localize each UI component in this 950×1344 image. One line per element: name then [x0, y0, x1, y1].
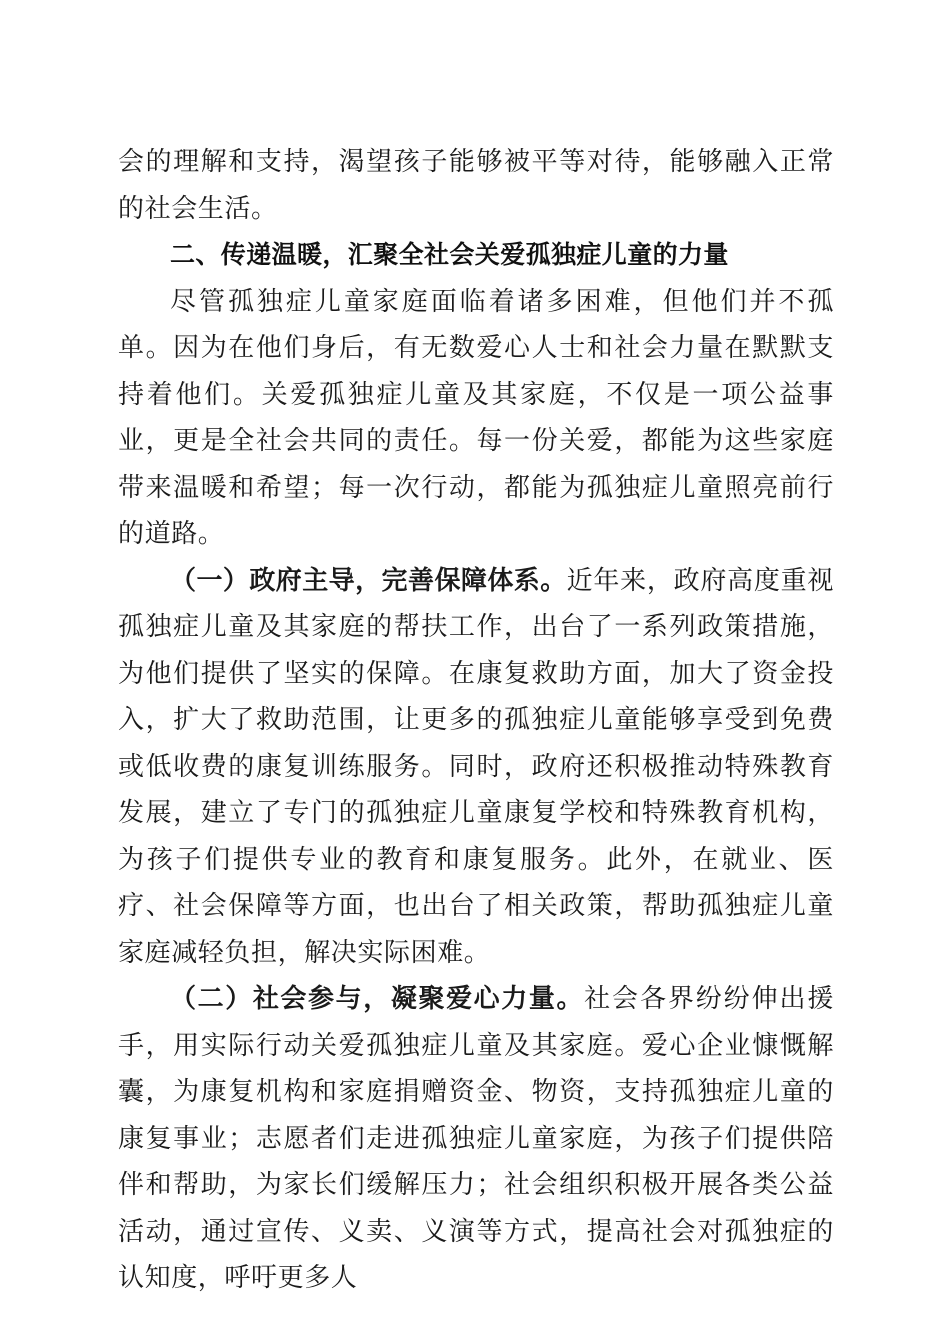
document-body: [118, 139, 834, 1302]
subsection-1-lead: （一）政府主导，完善保障体系。: [170, 565, 567, 596]
subsection-2-body: 社会各界纷纷伸出援手，用实际行动关爱孤独症儿童及其家庭。爱心企业慷慨解囊，为康复机构和家庭捐赠资金、物资，支持孤独症儿童的康复事业；志愿者们走进孤独症儿童家庭，为孩子们提供陪伴和帮助，为家长们缓解压力；社会组织积极开展各类公益活动，通过宣传、义卖、义演等方式，提高社会对孤独症的认知度，呼吁更多人: [118, 984, 834, 1293]
subsection-1-body: 近年来，政府高度重视孤独症儿童及其家庭的帮扶工作，出台了一系列政策措施，为他们提供了坚实的保障。在康复救助方面，加大了资金投入，扩大了救助范围，让更多的孤独症儿童能够享受到免费或低收费的康复训练服务。同时，政府还积极推动特殊教育发展，建立了专门的孤独症儿童康复学校和特殊教育机构，为孩子们提供专业的教育和康复服务。此外，在就业、医疗、社会保障等方面，也出台了相关政策，帮助孤独症儿童家庭减轻负担，解决实际困难。: [118, 565, 834, 968]
section-heading: 二、传递温暖，汇聚全社会关爱孤独症儿童的力量: [170, 240, 729, 269]
subsection-2-paragraph: [118, 976, 834, 1302]
continued-paragraph: 会的理解和支持，渴望孩子能够被平等对待，能够融入正常的社会生活。: [118, 147, 834, 224]
subsection-2-lead: （二）社会参与，凝聚爱心力量。: [170, 984, 585, 1014]
intro-paragraph: 尽管孤独症儿童家庭面临着诸多困难，但他们并不孤单。因为在他们身后，有无数爱心人士和社会力量在默默支持着他们。关爱孤独症儿童及其家庭，不仅是一项公益事业，更是全社会共同的责任。每一份关爱，都能为这些家庭带来温暖和希望；每一次行动，都能为孤独症儿童照亮前行的道路。: [118, 286, 834, 549]
subsection-1-paragraph: [118, 558, 834, 977]
